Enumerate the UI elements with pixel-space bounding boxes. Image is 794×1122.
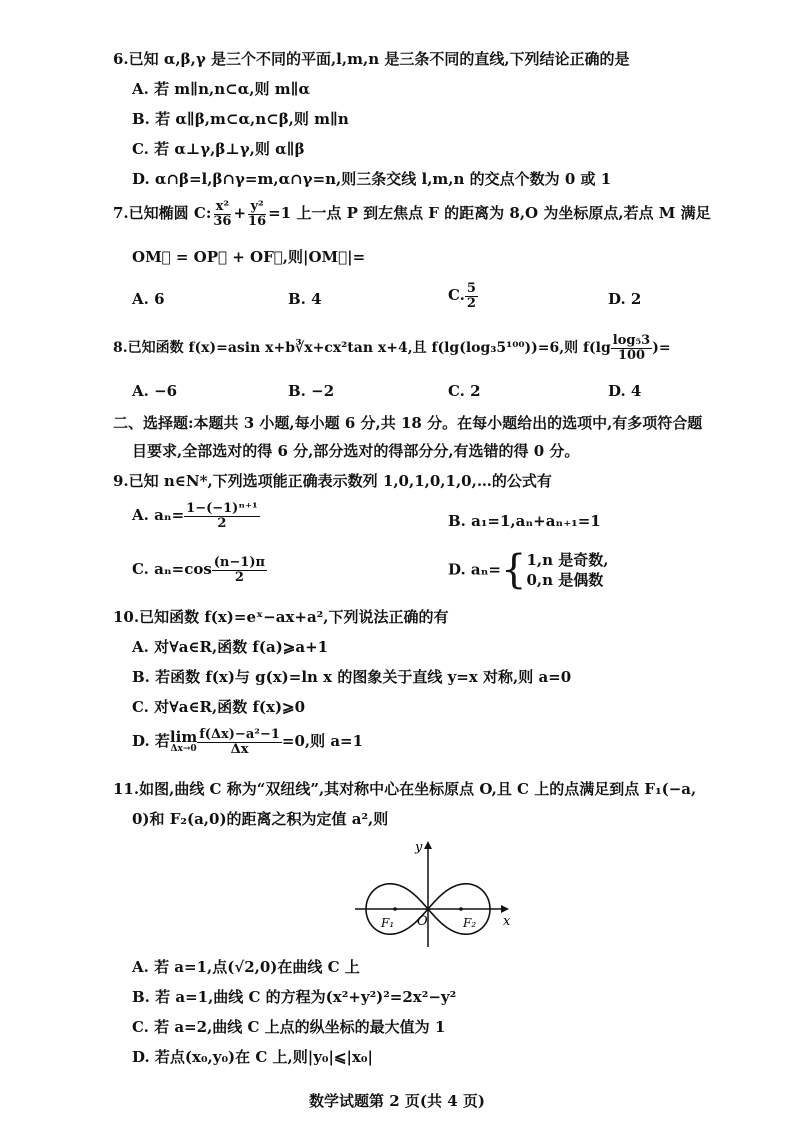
q8-stem [113,334,671,362]
q7-x-den: 36 [213,213,232,229]
fig-origin-label: O [417,914,428,929]
q9-option-c-fraction [212,556,267,584]
q9-case-even: 0,n 是偶数 [526,571,604,590]
q9-option-a [132,502,260,530]
q7-y-fraction [246,200,268,228]
q9-c-den: 2 [234,569,244,585]
q11-stem-2: 0)和 F₂(a,0)的距离之积为定值 a²,则 [132,810,389,828]
q8-frac-den: 100 [617,347,646,363]
q11-option-d: D. 若点(x₀,y₀)在 C 上,则|y₀|⩽|x₀| [132,1048,373,1066]
fig-x-label: x [503,914,511,929]
lemniscate-figure [355,835,515,947]
q7-stem-suffix: =1 上一点 P 到左焦点 F 的距离为 8,O 为坐标原点,若点 M 满足 [268,204,711,223]
q11-option-b: B. 若 a=1,曲线 C 的方程为(x²+y²)²=2x²−y² [132,988,457,1006]
q7-vector-line: OM⃗ = OP⃗ + OF⃗,则|OM⃗|= [132,248,366,266]
q6-option-c: C. 若 α⊥γ,β⊥γ,则 α∥β [132,140,305,158]
q8-option-b: B. −2 [288,382,335,400]
q9-brace-icon: { [501,547,527,594]
y-axis-arrow-icon [424,841,432,849]
section2-instructions-1: 二、选择题:本题共 3 小题,每小题 6 分,共 18 分。在每小题给出的选项中,有多项符合题 [113,414,703,432]
q10-num: f(Δx)−a²−1 [199,727,280,742]
q10-option-b: B. 若函数 f(x)与 g(x)=ln x 的图象关于直线 y=x 对称,则 a=0 [132,668,572,686]
q10-option-d-suffix: =0,则 a=1 [281,732,364,751]
q11-stem-1: 11.如图,曲线 C 称为“双纽线”,其对称中心在坐标原点 O,且 C 上的点满足到点 F₁(−a, [113,780,697,798]
q8-option-a: A. −6 [132,382,178,400]
q9-cases [526,550,608,591]
q9-option-c-label: C. aₙ=cos [132,560,212,579]
q7-stem [113,200,711,228]
q6-option-a: A. 若 m∥n,n⊂α,则 m∥α [132,80,311,98]
q9-option-c [132,556,267,584]
q7-y-num: y² [250,199,264,214]
q11-option-c: C. 若 a=2,曲线 C 上点的纵坐标的最大值为 1 [132,1018,446,1036]
q10-fraction [197,728,282,756]
q7-c-den: 2 [466,295,476,311]
q10-option-c: C. 对∀a∈R,函数 f(x)⩾0 [132,698,306,716]
x-axis-arrow-icon [501,905,509,913]
q9-a-den: 2 [217,515,227,531]
fig-f2-label: F₂ [463,916,477,930]
q9-case-odd: 1,n 是奇数, [526,551,609,569]
q6-stem: 6.已知 α,β,γ 是三个不同的平面,l,m,n 是三条不同的直线,下列结论正确的是 [113,50,630,68]
q9-option-d [448,547,609,594]
q8-stem-prefix: 8.已知函数 f(x)=asin x+b∛x+cx²tan x+4,且 f(lg(log₃5¹⁰⁰))=6,则 f(lg [113,340,611,357]
q10-stem: 10.已知函数 f(x)=eˣ−ax+a²,下列说法正确的有 [113,608,449,626]
q10-option-d [132,728,363,756]
q11-option-a: A. 若 a=1,点(√2,0)在曲线 C 上 [132,958,360,976]
q7-option-c [448,282,478,310]
q10-option-a: A. 对∀a∈R,函数 f(a)⩾a+1 [132,638,329,656]
fig-y-label: y [415,840,423,855]
q10-lim-sub: Δx→0 [170,744,197,755]
focus-f1-dot [393,907,397,911]
q10-limit [170,730,197,754]
q6-option-b: B. 若 α∥β,m⊂α,n⊂β,则 m∥n [132,110,349,128]
q7-y-den: 16 [248,213,267,229]
fig-f1-label: F₁ [381,916,395,930]
q8-stem-suffix: )= [652,340,671,357]
q7-option-d: D. 2 [608,290,642,308]
q10-option-d-label: D. 若 [132,732,170,751]
section2-instructions-2: 目要求,全部选对的得 6 分,部分选对的得部分分,有选错的得 0 分。 [132,442,580,460]
q10-den: Δx [230,741,249,757]
q10-lim-text: lim [169,728,198,747]
q9-stem: 9.已知 n∈N*,下列选项能正确表示数列 1,0,1,0,1,0,…的公式有 [113,472,552,490]
q7-x-num: x² [215,199,230,214]
q7-plus: + [233,204,247,223]
page-footer: 数学试题第 2 页(共 4 页) [309,1092,485,1110]
q7-stem-prefix: 7.已知椭圆 C: [113,204,212,223]
q6-option-d: D. α∩β=l,β∩γ=m,α∩γ=n,则三条交线 l,m,n 的交点个数为 0 或 1 [132,170,612,188]
q7-option-c-fraction [465,282,478,310]
q7-option-b: B. 4 [288,290,322,308]
q8-fraction [611,334,652,362]
q8-option-c: C. 2 [448,382,481,400]
q7-x-fraction [211,200,233,228]
q7-option-a: A. 6 [132,290,165,308]
q7-option-c-label: C. [448,286,465,305]
q9-option-a-label: A. aₙ= [132,506,185,525]
q9-option-d-label: D. aₙ= [448,560,501,579]
q9-option-a-fraction [184,502,259,530]
focus-f2-dot [459,907,463,911]
q9-c-num: (n−1)π [213,555,265,570]
q7-c-num: 5 [466,281,476,296]
q9-a-num: 1−(−1)ⁿ⁺¹ [186,501,258,516]
q8-option-d: D. 4 [608,382,642,400]
q9-option-b: B. a₁=1,aₙ+aₙ₊₁=1 [448,512,601,530]
q8-frac-num: log₅3 [612,333,651,348]
